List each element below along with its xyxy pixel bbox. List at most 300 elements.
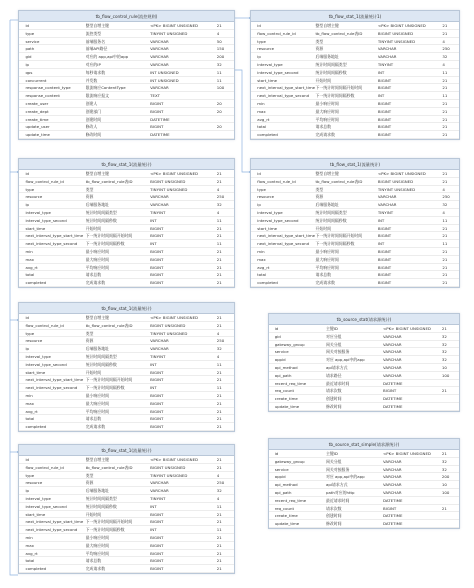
table-row[interactable]	[19, 100, 234, 108]
column-name: appid	[274, 357, 286, 363]
column-length: 21	[216, 315, 222, 320]
column-name: start_time	[257, 225, 278, 231]
table-row[interactable]	[251, 279, 459, 287]
column-comment: 对应的IP	[85, 61, 101, 67]
table-row[interactable]	[19, 392, 234, 400]
column-name: next_interval_type_second	[25, 385, 78, 391]
table-row[interactable]	[19, 217, 234, 225]
table-row[interactable]	[19, 518, 234, 526]
table-row[interactable]	[251, 248, 459, 256]
table-row[interactable]	[19, 345, 234, 353]
table-row[interactable]	[269, 403, 459, 411]
table-row[interactable]	[19, 322, 234, 330]
table-row[interactable]	[19, 116, 234, 124]
table-row[interactable]	[19, 193, 234, 201]
table-row[interactable]	[269, 348, 459, 356]
table-row[interactable]	[269, 325, 459, 333]
table-row[interactable]	[269, 341, 459, 349]
column-comment: 网关对接服务	[326, 349, 350, 355]
table-row[interactable]	[269, 473, 459, 481]
column-name: response_content_type	[25, 85, 71, 91]
column-type: INT UNSIGNED	[150, 69, 179, 75]
table-flow-stat-1m[interactable]	[18, 158, 235, 288]
table-row[interactable]	[269, 364, 459, 372]
table-row[interactable]	[269, 466, 459, 474]
column-comment: 限流响应报文	[85, 93, 109, 99]
table-row[interactable]	[269, 333, 459, 341]
table-row[interactable]	[19, 314, 234, 322]
table-row[interactable]	[251, 69, 459, 77]
table-row[interactable]	[19, 240, 234, 248]
table-row[interactable]	[251, 84, 459, 92]
column-comment: 下一统计时间间隔开始时间	[85, 377, 133, 383]
table-flow-control-rule[interactable]	[18, 10, 235, 140]
column-type: TINYINT	[377, 61, 394, 67]
table-flow-stat-1s[interactable]	[250, 10, 460, 140]
column-name: interval_type	[257, 61, 283, 67]
column-name: min	[25, 248, 33, 254]
column-length: 21	[216, 377, 222, 383]
column-length: 21	[216, 322, 222, 328]
table-row[interactable]	[251, 271, 459, 279]
column-comment: 请求总数	[85, 272, 102, 278]
column-length: 11	[442, 93, 448, 99]
column-name: create_time	[274, 513, 298, 519]
column-type: <PK> BIGINT UNSIGNED	[150, 457, 199, 462]
column-type: TINYINT UNSIGNED	[150, 30, 188, 36]
column-length: 32	[216, 488, 222, 494]
column-length: 21	[216, 457, 222, 462]
table-row[interactable]	[19, 337, 234, 345]
column-comment: 创建时间	[85, 116, 102, 122]
table-row[interactable]	[19, 456, 234, 464]
column-type: VARCHAR	[377, 46, 397, 52]
table-row[interactable]	[19, 264, 234, 272]
column-name: create_dept	[25, 108, 49, 114]
table-row[interactable]	[19, 511, 234, 519]
table-row[interactable]	[19, 415, 234, 423]
table-row[interactable]	[251, 100, 459, 108]
table-row[interactable]	[19, 376, 234, 384]
column-length: 21	[441, 326, 447, 331]
table-row[interactable]	[19, 61, 234, 69]
table-row[interactable]	[251, 30, 459, 38]
column-name: ip	[25, 61, 29, 67]
column-type: BIGINT	[150, 264, 164, 270]
table-row[interactable]	[19, 178, 234, 186]
column-length: 21	[216, 511, 222, 517]
table-row[interactable]	[19, 279, 234, 287]
table-row[interactable]	[251, 61, 459, 69]
column-type: BIGINT UNSIGNED	[377, 178, 414, 184]
column-comment: 网关分组	[326, 458, 342, 464]
column-comment: 资源	[315, 194, 324, 200]
table-flow-stat-1m-right[interactable]	[250, 158, 460, 288]
table-row[interactable]	[251, 53, 459, 61]
column-type: BIGINT	[377, 248, 392, 254]
table-row[interactable]	[269, 372, 459, 380]
column-type: VARCHAR	[150, 194, 169, 200]
column-length: 21	[216, 408, 222, 414]
table-row[interactable]	[251, 178, 459, 186]
column-length: 21	[442, 100, 448, 106]
table-row[interactable]	[19, 408, 234, 416]
table-row[interactable]	[19, 526, 234, 534]
column-comment: tb_flow_control_rule表ID	[315, 30, 363, 36]
table-flow-stat-1h[interactable]	[18, 302, 235, 432]
column-type: VARCHAR	[150, 338, 169, 344]
column-type: TINYINT UNSIGNED	[150, 330, 188, 336]
table-row[interactable]	[19, 423, 234, 431]
table-row[interactable]	[251, 264, 459, 272]
table-row[interactable]	[19, 30, 234, 38]
column-type: INT	[150, 361, 157, 367]
column-type: BIGINT	[150, 233, 164, 239]
column-type: BIGINT	[150, 534, 164, 540]
table-row[interactable]	[269, 505, 459, 513]
table-row[interactable]	[269, 520, 459, 528]
column-type: VARCHAR	[150, 480, 169, 486]
column-name: next_interval_type_start_time	[257, 85, 316, 91]
column-length: 200	[216, 54, 225, 60]
column-length: 4	[442, 186, 445, 192]
table-row[interactable]	[19, 53, 234, 61]
table-row[interactable]	[19, 472, 234, 480]
column-length: 150	[216, 46, 225, 52]
table-row[interactable]	[19, 45, 234, 53]
column-comment: 开始时间	[315, 225, 332, 231]
column-length: 4	[442, 38, 445, 44]
column-type: VARCHAR	[150, 38, 169, 44]
column-type: BIGINT UNSIGNED	[150, 178, 186, 184]
column-comment: 下一统计时间间隔秒数	[85, 527, 125, 533]
column-type: DATETIME	[150, 116, 170, 122]
table-row[interactable]	[19, 542, 234, 550]
column-name: completed	[25, 566, 47, 572]
table-row[interactable]	[19, 186, 234, 194]
column-comment: 最大响应时间	[85, 256, 109, 262]
table-row[interactable]	[251, 240, 459, 248]
column-length: 21	[442, 85, 448, 91]
table-row[interactable]	[251, 232, 459, 240]
table-row[interactable]	[251, 217, 459, 225]
table-row[interactable]	[19, 353, 234, 361]
column-name: max	[257, 256, 266, 262]
column-type: BIGINT	[150, 416, 164, 422]
column-type: INT	[150, 217, 157, 223]
column-length: 21	[216, 400, 222, 406]
column-name: flow_control_rule_id	[25, 322, 64, 328]
column-name: resource	[257, 194, 275, 200]
table-row[interactable]	[19, 400, 234, 408]
column-length: 4	[216, 353, 220, 359]
table-row[interactable]	[251, 170, 459, 178]
table-row[interactable]	[19, 503, 234, 511]
column-type: BIGINT	[150, 377, 164, 383]
column-name: ip	[25, 346, 29, 352]
column-comment: 最大响应时间	[315, 256, 339, 262]
table-source-stat[interactable]	[268, 313, 460, 412]
column-comment: 请求次数	[326, 505, 342, 511]
column-comment: 最小响应时间	[315, 248, 339, 254]
column-name: min	[25, 534, 33, 540]
table-row[interactable]	[251, 209, 459, 217]
column-type: <PK> BIGINT UNSIGNED	[150, 23, 199, 28]
column-name: id	[25, 457, 29, 462]
column-comment: 下一统计时间间隔开始时间	[85, 233, 133, 239]
column-comment: 并发数	[85, 77, 98, 83]
column-length: 50	[216, 38, 222, 44]
table-row[interactable]	[269, 356, 459, 364]
table-row[interactable]	[19, 487, 234, 495]
column-length: 32	[441, 466, 447, 472]
table-row[interactable]	[19, 464, 234, 472]
column-length: 21	[442, 30, 448, 36]
table-row[interactable]	[19, 108, 234, 116]
column-type: DATETIME	[383, 396, 403, 402]
column-comment: 请求总数	[85, 416, 102, 422]
column-name: avg_rt	[25, 408, 38, 414]
column-length: 11	[216, 69, 222, 75]
column-length: 4	[442, 61, 445, 67]
column-comment: 类型	[85, 186, 94, 192]
table-row[interactable]	[19, 565, 234, 573]
table-row[interactable]	[19, 69, 234, 77]
column-type: INT	[150, 527, 157, 533]
table-row[interactable]	[251, 225, 459, 233]
column-name: ip	[257, 202, 261, 208]
table-row[interactable]	[19, 550, 234, 558]
column-type: BIGINT	[377, 132, 392, 138]
column-name: interval_type_second	[25, 217, 67, 223]
table-row[interactable]	[251, 38, 459, 46]
column-comment: 完成请求数	[315, 280, 335, 286]
column-name: avg_rt	[257, 264, 270, 270]
column-length: 4	[216, 495, 220, 501]
table-row[interactable]	[269, 497, 459, 505]
table-row[interactable]	[269, 380, 459, 388]
column-comment: 整型自增主键	[85, 315, 109, 320]
table-row[interactable]	[19, 384, 234, 392]
table-row[interactable]	[19, 369, 234, 377]
column-comment: 开始时间	[85, 225, 102, 231]
column-length: 21	[216, 256, 222, 262]
table-row[interactable]	[19, 248, 234, 256]
column-type: BIGINT	[150, 280, 164, 286]
column-type: VARCHAR	[383, 482, 402, 488]
column-length: 21	[216, 392, 222, 398]
column-comment: 下一统计时间间隔开始时间	[315, 233, 363, 239]
table-row[interactable]	[251, 123, 459, 131]
column-name: id	[25, 315, 29, 320]
column-length: 4	[216, 30, 220, 36]
column-name: response_content	[25, 93, 60, 99]
table-row[interactable]	[19, 131, 234, 139]
column-type: DATETIME	[383, 521, 403, 527]
column-type: BIGINT	[377, 264, 392, 270]
table-row[interactable]	[19, 77, 234, 85]
column-type: BIGINT	[377, 116, 392, 122]
column-length: 21	[442, 171, 448, 176]
column-length: 20	[216, 108, 222, 114]
column-length: 32	[216, 61, 222, 67]
column-type: DATETIME	[383, 403, 403, 409]
column-length: 21	[442, 280, 448, 286]
table-row[interactable]	[251, 131, 459, 139]
column-type: VARCHAR	[377, 54, 397, 60]
table-row[interactable]	[19, 330, 234, 338]
column-name: avg_rt	[25, 264, 38, 270]
column-comment: 最小响应时间	[85, 534, 109, 540]
column-type: BIGINT	[150, 558, 164, 564]
column-comment: 最小响应时间	[85, 392, 109, 398]
column-type: BIGINT	[150, 542, 164, 548]
column-length: 4	[216, 330, 220, 336]
column-name: update_time	[25, 132, 50, 138]
table-row[interactable]	[19, 271, 234, 279]
table-row[interactable]	[251, 22, 459, 30]
column-name: concurrent	[25, 77, 47, 83]
column-length: 21	[216, 542, 222, 548]
column-length: 10	[441, 482, 447, 488]
table-row[interactable]	[269, 512, 459, 520]
table-row[interactable]	[251, 186, 459, 194]
column-length: 21	[442, 77, 448, 83]
column-length: 20	[216, 124, 222, 130]
column-type: VARCHAR	[383, 341, 402, 347]
table-row[interactable]	[19, 225, 234, 233]
table-row[interactable]	[269, 481, 459, 489]
table-row[interactable]	[19, 123, 234, 131]
table-row[interactable]	[19, 201, 234, 209]
table-row[interactable]	[251, 116, 459, 124]
table-row[interactable]	[19, 479, 234, 487]
link-rule-to-stat-1m	[235, 70, 250, 172]
table-source-stat-simple[interactable]	[268, 438, 460, 529]
column-length: 32	[441, 341, 447, 347]
column-name: interval_type	[25, 495, 51, 501]
column-type: BIGINT UNSIGNED	[377, 30, 414, 36]
column-name: next_interval_type_start_time	[25, 233, 84, 239]
column-name: completed	[25, 280, 47, 286]
table-row[interactable]	[19, 557, 234, 565]
table-row[interactable]	[251, 45, 459, 53]
table-title: tb_flow_control_rule(流控规则)	[19, 11, 234, 22]
column-comment: tb_flow_control_rule表ID	[85, 178, 133, 184]
column-type: VARCHAR	[377, 202, 397, 208]
column-name: api_method	[274, 482, 298, 488]
table-row[interactable]	[19, 38, 234, 46]
column-comment: 平均响应时间	[85, 550, 109, 556]
column-comment: path对应的http	[326, 489, 355, 495]
table-row[interactable]	[19, 209, 234, 217]
column-comment: 修改时间	[326, 403, 342, 409]
column-comment: 统计时间间隔秒数	[315, 69, 347, 75]
column-type: TINYINT UNSIGNED	[377, 38, 416, 44]
column-comment: 开始时间	[85, 511, 102, 517]
table-row[interactable]	[269, 395, 459, 403]
column-comment: 统计时间间隔秒数	[85, 361, 117, 367]
table-row[interactable]	[19, 170, 234, 178]
column-type: TINYINT	[150, 209, 166, 215]
column-type: VARCHAR	[150, 46, 169, 52]
column-name: update_time	[274, 521, 300, 527]
column-length: 21	[441, 505, 447, 511]
column-length: 21	[216, 248, 222, 254]
column-comment: 修改时间	[326, 521, 342, 527]
table-title: tb_flow_stat_1(流量统计)	[19, 445, 234, 456]
column-length: 21	[216, 558, 222, 564]
column-type: BIGINT	[150, 256, 164, 262]
column-comment: 统计时间间隔秒数	[85, 503, 117, 509]
column-comment: 对应分组	[326, 333, 342, 339]
column-comment: api请求方式	[326, 364, 348, 370]
column-type: VARCHAR	[383, 357, 402, 363]
column-length: 21	[442, 124, 448, 130]
column-length: 21	[216, 23, 222, 28]
table-row[interactable]	[19, 84, 234, 92]
table-row[interactable]	[269, 489, 459, 497]
table-title: tb_flow_stat_1(流量统计)	[19, 159, 234, 170]
column-type: VARCHAR	[150, 61, 169, 67]
column-type: <PK> BIGINT UNSIGNED	[150, 315, 199, 320]
table-row[interactable]	[269, 387, 459, 395]
column-type: BIGINT	[377, 108, 392, 114]
column-comment: 统计时间间隔秒数	[315, 217, 347, 223]
table-title: tb_flow_stat_1(流量统计1)	[251, 11, 459, 22]
column-comment: 请求总数	[315, 272, 332, 278]
table-row[interactable]	[19, 22, 234, 30]
column-type: VARCHAR	[150, 488, 169, 494]
column-length: 11	[442, 217, 448, 223]
table-row[interactable]	[251, 77, 459, 85]
table-row[interactable]	[251, 108, 459, 116]
column-type: VARCHAR	[377, 194, 397, 200]
column-type: BIGINT	[150, 392, 164, 398]
column-name: total	[25, 416, 35, 422]
column-type: VARCHAR	[383, 474, 402, 480]
table-row[interactable]	[19, 92, 234, 100]
table-row[interactable]	[251, 92, 459, 100]
column-name: recent_req_time	[274, 497, 307, 503]
column-length: 11	[216, 241, 222, 247]
column-name: flow_control_rule_id	[25, 464, 64, 470]
column-length: 100	[441, 489, 450, 495]
column-comment: 整型自增主键	[315, 23, 339, 28]
column-comment: 统计时间间隔类型	[315, 209, 347, 215]
table-row[interactable]	[269, 458, 459, 466]
column-type: BIGINT	[150, 566, 164, 572]
table-row[interactable]	[19, 232, 234, 240]
table-row[interactable]	[19, 256, 234, 264]
column-type: BIGINT	[150, 408, 164, 414]
table-row[interactable]	[19, 495, 234, 503]
table-row[interactable]	[251, 256, 459, 264]
column-name: interval_type	[257, 209, 283, 215]
column-type: VARCHAR	[383, 364, 402, 370]
table-flow-stat-1d[interactable]	[18, 444, 235, 574]
column-length: 100	[441, 372, 450, 378]
column-comment: 下一统计时间间隔开始时间	[315, 85, 363, 91]
table-row[interactable]	[19, 534, 234, 542]
table-row[interactable]	[269, 450, 459, 458]
column-name: resource	[25, 338, 43, 344]
column-type: INT	[150, 503, 157, 509]
table-row[interactable]	[19, 361, 234, 369]
column-type: BIGINT	[150, 108, 164, 114]
table-row[interactable]	[251, 193, 459, 201]
table-row[interactable]	[251, 201, 459, 209]
